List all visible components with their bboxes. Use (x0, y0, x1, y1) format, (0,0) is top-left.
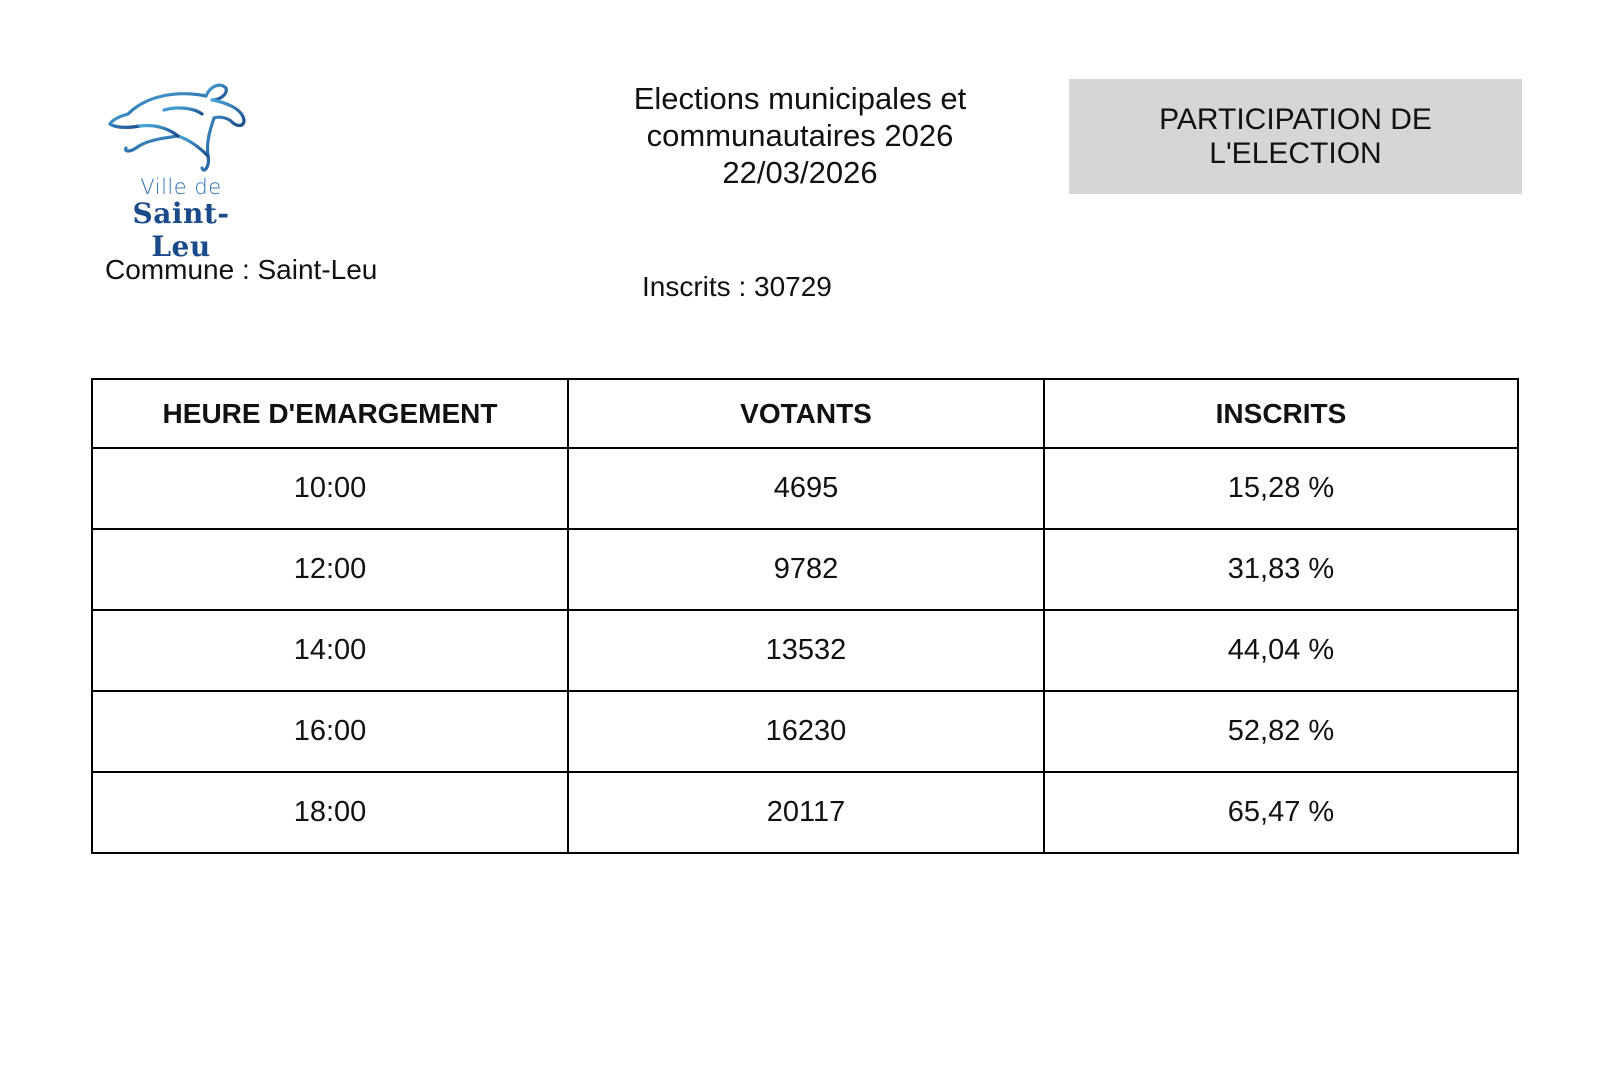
election-date: 22/03/2026 (722, 155, 878, 190)
header-votants: VOTANTS (568, 379, 1044, 448)
participation-badge (1069, 79, 1522, 194)
cell-inscrits: 15,28 % (1044, 448, 1518, 529)
page-title (560, 80, 1040, 191)
table-row (92, 610, 1518, 691)
table-row (92, 691, 1518, 772)
cell-inscrits: 65,47 % (1044, 772, 1518, 853)
cell-votants: 20117 (568, 772, 1044, 853)
table-row (92, 772, 1518, 853)
logo-ville-text: Ville de (140, 175, 222, 199)
header-heure: HEURE D'EMARGEMENT (92, 379, 568, 448)
badge-text: PARTICIPATION DE L'ELECTION (1159, 102, 1432, 170)
cell-votants: 13532 (568, 610, 1044, 691)
table-header-row (92, 379, 1518, 448)
cell-heure: 14:00 (92, 610, 568, 691)
commune-label: Commune : Saint-Leu (105, 254, 378, 285)
cell-votants: 16230 (568, 691, 1044, 772)
city-logo (106, 78, 256, 263)
cell-inscrits: 44,04 % (1044, 610, 1518, 691)
header-inscrits: INSCRITS (1044, 379, 1518, 448)
cell-votants: 4695 (568, 448, 1044, 529)
title-line-1: Elections municipales et (633, 81, 967, 116)
cell-heure: 10:00 (92, 448, 568, 529)
cell-heure: 12:00 (92, 529, 568, 610)
logo-city-name: Saint-Leu (132, 197, 230, 263)
cell-heure: 16:00 (92, 691, 568, 772)
title-line-2: communautaires 2026 (646, 118, 954, 153)
cell-votants: 9782 (568, 529, 1044, 610)
turtle-icon (106, 78, 256, 178)
participation-table (91, 378, 1519, 854)
table-row (92, 529, 1518, 610)
inscrits-total: Inscrits : 30729 (642, 271, 832, 302)
cell-heure: 18:00 (92, 772, 568, 853)
cell-inscrits: 31,83 % (1044, 529, 1518, 610)
cell-inscrits: 52,82 % (1044, 691, 1518, 772)
table-row (92, 448, 1518, 529)
